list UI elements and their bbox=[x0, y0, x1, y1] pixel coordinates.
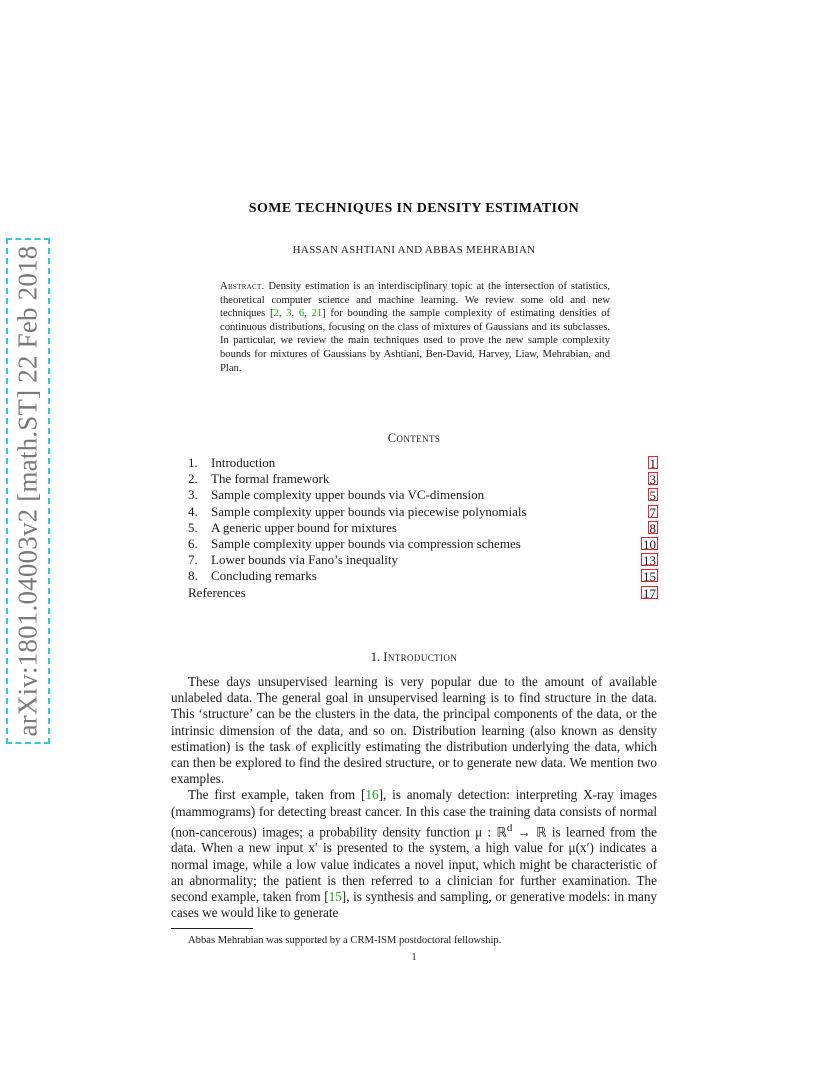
toc-title: Introduction bbox=[211, 455, 276, 470]
toc-number: 7. bbox=[188, 552, 198, 568]
paragraph-text: ], is synthesis and sampling, or generative models: in many cases we would like to generate bbox=[171, 889, 658, 921]
toc-page-link[interactable]: 8 bbox=[649, 520, 656, 536]
toc-title: References bbox=[188, 584, 246, 600]
paragraph-text: → ℝ is learned from the data. When a new input x′ is presented to the system, a high value for μ(x′) indicates a normal image, while a low value indicates a novel input, which might be characteristic of an abnormality; the patient is then referred to a clinician for further examination. The second example, taken from [ bbox=[171, 824, 657, 905]
toc-number: 5. bbox=[188, 519, 198, 535]
toc-entry[interactable] bbox=[188, 487, 658, 503]
toc-title: Sample complexity upper bounds via VC-dimension bbox=[211, 487, 485, 503]
toc-page-link[interactable]: 15 bbox=[643, 569, 656, 585]
toc-title: Sample complexity upper bounds via compression schemes bbox=[211, 535, 521, 551]
toc-page-link[interactable]: 3 bbox=[649, 472, 656, 488]
toc-entry-references[interactable] bbox=[188, 585, 658, 601]
toc-page-link[interactable]: 17 bbox=[643, 585, 656, 601]
toc-entry[interactable] bbox=[188, 552, 658, 568]
toc-page-link[interactable]: 7 bbox=[649, 504, 656, 520]
toc-number: 2. bbox=[188, 471, 198, 487]
toc-title: Lower bounds via Fano’s inequality bbox=[211, 552, 399, 568]
citation-link[interactable]: 2 bbox=[273, 308, 279, 320]
toc-title: Concluding remarks bbox=[211, 568, 317, 584]
toc-entry[interactable] bbox=[188, 520, 658, 536]
superscript: d bbox=[506, 821, 513, 834]
section-number: 1. bbox=[370, 650, 381, 664]
citation-link[interactable]: 21 bbox=[311, 308, 323, 320]
toc-number: 6. bbox=[188, 535, 198, 551]
citation-link[interactable]: 6 bbox=[298, 308, 305, 320]
toc-entry[interactable] bbox=[188, 455, 658, 471]
paragraph: These days unsupervised learning is very popular due to the amount of available unlabeled data. The general goal in unsupervised learning is to find structure in the data. This ‘structure’ can be the clusters in the data, the principal components of the data, or the intrinsic dimension of the data, and so on. Distribution learning (also known as density estimation) is the task of explicitly estimating the distribution underlying the data, which can then be explored to find the desired structure, or to generate new data. We mention two examples. bbox=[171, 674, 657, 787]
abstract-label: Abstract. bbox=[220, 281, 265, 292]
toc-entry[interactable] bbox=[188, 568, 658, 584]
paper-title: SOME TECHNIQUES IN DENSITY ESTIMATION bbox=[248, 201, 580, 216]
toc-title: The formal framework bbox=[211, 471, 330, 487]
abstract-text-part-2: ] for bounding the sample complexity of estimating densities of continuous distributions, focusing on the class of mixtures of Gaussians and its subclasses. In particular, we review the main techniques used to prove the new sample complexity bounds for mixtures of Gaussians by Ashtiani, Ben-David, Harvey, Liaw, Mehrabian, and Plan. bbox=[220, 308, 611, 374]
toc-number: 4. bbox=[188, 503, 198, 519]
toc-page-link[interactable]: 13 bbox=[643, 553, 656, 569]
section-title: Introduction bbox=[383, 650, 458, 664]
page-number: 1 bbox=[411, 952, 417, 963]
table-of-contents bbox=[188, 455, 658, 601]
toc-entry[interactable] bbox=[188, 536, 658, 552]
paragraph-text: ], is anomaly detection: interpreting X-ray images (mammograms) for detecting breast cancer. In this case the training data consists of normal (non-cancerous) images; a probability density function μ : ℝ bbox=[171, 787, 657, 840]
contents-heading: Contents bbox=[387, 431, 441, 445]
toc-number: 3. bbox=[188, 487, 198, 503]
toc-entry[interactable] bbox=[188, 504, 658, 520]
toc-page-link[interactable]: 1 bbox=[649, 456, 656, 471]
abstract: Abstract. Density estimation is an interdisciplinary topic at the intersection of statistics, theoretical computer science and machine learning. We review some old and new techniques [2, 3, 6, 21] for bounding the sample complexity of estimating densities of continuous distributions, focusing on the class of mixtures of Gaussians and its subclasses. In particular, we review the main techniques used to prove the new sample complexity bounds for mixtures of Gaussians by Ashtiani, Ben-David, Harvey, Liaw, Mehrabian, and Plan. bbox=[220, 281, 611, 374]
paragraph-text: The first example, taken from [ bbox=[188, 787, 366, 803]
body-text bbox=[171, 674, 657, 921]
footnote-rule bbox=[171, 928, 253, 929]
paper-authors: HASSAN ASHTIANI AND ABBAS MEHRABIAN bbox=[292, 244, 536, 256]
arxiv-identifier-text: arXiv:1801.04003v2 [math.ST] 22 Feb 2018 bbox=[12, 245, 43, 737]
toc-entry[interactable] bbox=[188, 471, 658, 487]
citation-link[interactable]: 15 bbox=[328, 889, 342, 905]
toc-page-link[interactable]: 5 bbox=[649, 488, 656, 504]
toc-title: Sample complexity upper bounds via piecewise polynomials bbox=[211, 503, 527, 519]
paragraph bbox=[171, 787, 657, 921]
citation-link[interactable]: 16 bbox=[365, 787, 379, 803]
toc-title: A generic upper bound for mixtures bbox=[211, 519, 397, 535]
citation-link[interactable]: 3 bbox=[286, 308, 292, 320]
arxiv-identifier-stamp[interactable] bbox=[6, 238, 50, 744]
toc-number: 1. bbox=[188, 455, 198, 470]
toc-page-link[interactable]: 10 bbox=[643, 536, 656, 552]
footnote: Abbas Mehrabian was supported by a CRM-ISM postdoctoral fellowship. bbox=[188, 935, 502, 946]
abstract-text-part-1: Density estimation is an interdisciplinary topic at the intersection of statistics, theoretical computer science and machine learning. We review some old and new techniques [ bbox=[220, 281, 610, 320]
section-heading bbox=[0, 650, 828, 665]
toc-number: 8. bbox=[188, 568, 198, 584]
